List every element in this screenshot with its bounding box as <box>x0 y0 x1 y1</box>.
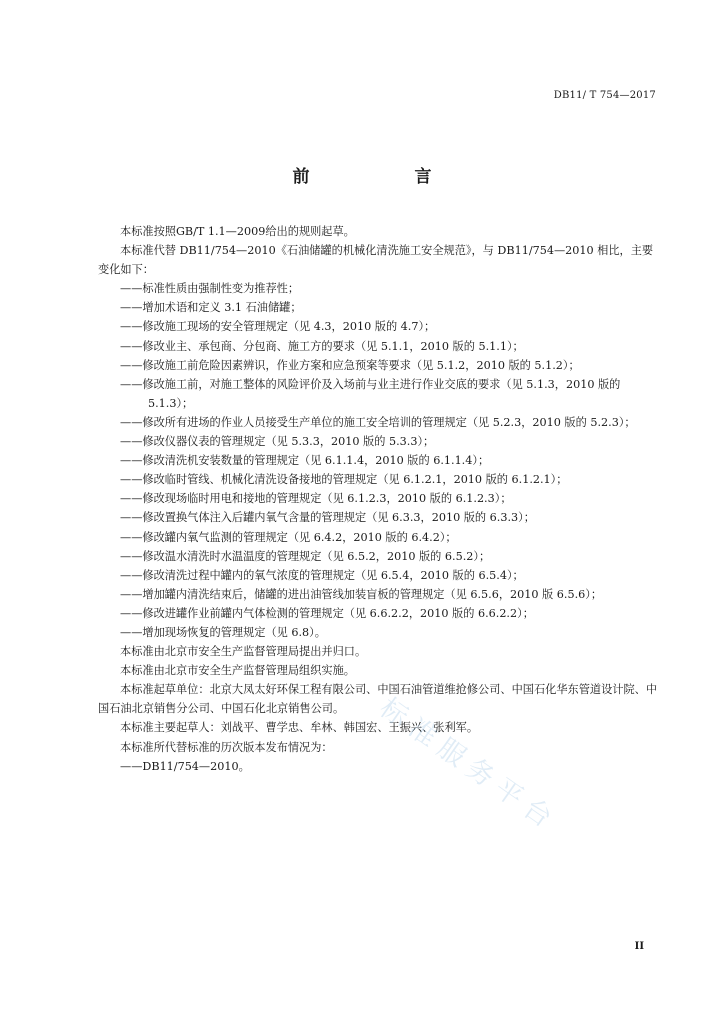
standard-code: DB11/ T 754—2017 <box>553 90 656 101</box>
change-item: ——修改清洗机安装数量的管理规定（见 6.1.1.4，2010 版的 6.1.1.4）； <box>120 454 490 468</box>
change-item: ——修改现场临时用电和接地的管理规定（见 6.1.2.3，2010 版的 6.1.2.3）； <box>120 492 512 506</box>
change-item: ——修改临时管线、机械化清洗设备接地的管理规定（见 6.1.2.1，2010 版的 6.1.2.1）； <box>120 473 568 487</box>
outro-paragraph: 本标准由北京市安全生产监督管理局组织实施。 <box>120 664 355 678</box>
change-item: ——修改所有进场的作业人员接受生产单位的施工安全培训的管理规定（见 5.2.3，2010 版的 5.2.3）； <box>120 415 636 429</box>
change-item: ——修改施工前，对施工整体的风险评价及入场前与业主进行作业交底的要求（见 5.1.3，2010 版的 5.1.3）； <box>120 377 621 410</box>
document-body <box>98 222 658 776</box>
change-item: ——修改业主、承包商、分包商、施工方的要求（见 5.1.1，2010 版的 5.1.1）； <box>120 339 524 353</box>
intro-paragraph: 本标准按照GB/T 1.1—2009给出的规则起草。 <box>120 225 355 238</box>
change-item: ——修改置换气体注入后罐内氧气含量的管理规定（见 6.3.3，2010 版的 6.3.3）； <box>120 511 535 525</box>
page-title: 前 言 <box>292 167 476 187</box>
change-item: ——修改仪器仪表的管理规定（见 5.3.3，2010 版的 5.3.3）； <box>120 435 435 449</box>
change-item: ——修改施工现场的安全管理规定（见 4.3，2010 版的 4.7）； <box>120 320 436 334</box>
change-item: ——增加现场恢复的管理规定（见 6.8）。 <box>120 625 326 639</box>
changes-list <box>98 279 658 642</box>
change-item: ——增加术语和定义 3.1 石油储罐； <box>120 301 302 315</box>
drafters: 本标准主要起草人：刘战平、曹学忠、牟林、韩国宏、王振兴、张利军。 <box>120 721 479 735</box>
change-item: ——修改温水清洗时水温温度的管理规定（见 6.5.2，2010 版的 6.5.2）； <box>120 549 491 563</box>
intro-paragraph: 本标准代替 DB11/754—2010《石油储罐的机械化清洗施工安全规范》，与 DB11/754—2010 相比，主要变化如下： <box>98 244 654 277</box>
page-number: II <box>634 941 644 952</box>
change-item: ——修改施工前危险因素辨识，作业方案和应急预案等要求（见 5.1.2，2010 版的 5.1.2）； <box>120 358 580 372</box>
change-item: ——修改进罐作业前罐内气体检测的管理规定（见 6.6.2.2，2010 版的 6.6.2.2）； <box>120 606 534 620</box>
outro-paragraph: 本标准由北京市安全生产监督管理局提出并归口。 <box>120 645 367 659</box>
drafting-units: 本标准起草单位：北京大凤太好环保工程有限公司、中国石油管道维抢修公司、中国石化华东管道设计院、中国石油北京销售分公司、中国石化北京销售公司。 <box>98 683 658 716</box>
history-item: ——DB11/754—2010。 <box>120 759 250 773</box>
change-item: ——增加罐内清洗结束后，储罐的进出油管线加装盲板的管理规定（见 6.5.6，2010 版 6.5.6）； <box>120 587 603 601</box>
change-item: ——修改罐内氧气监测的管理规定（见 6.4.2，2010 版的 6.4.2）； <box>120 530 457 544</box>
change-item: ——标准性质由强制性变为推荐性； <box>120 282 300 296</box>
history-intro: 本标准所代替标准的历次版本发布情况为： <box>120 740 333 754</box>
change-item: ——修改清洗过程中罐内的氧气浓度的管理规定（见 6.5.4，2010 版的 6.5.4）； <box>120 568 524 582</box>
watermark-text: 标准服务平台 <box>373 692 564 839</box>
